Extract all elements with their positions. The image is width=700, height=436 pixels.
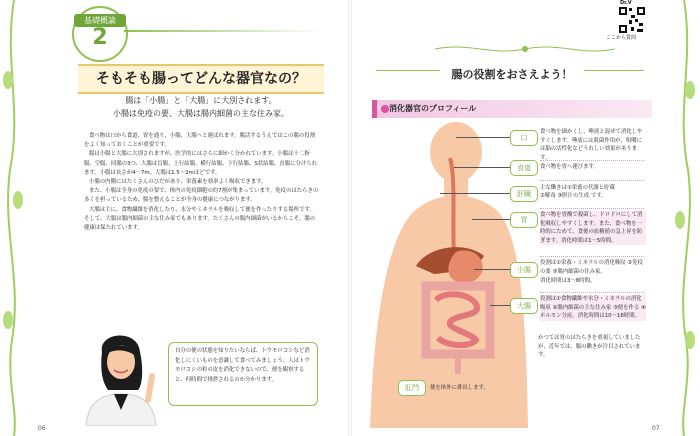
organ-tag-esophagus: 食道 bbox=[510, 160, 538, 176]
header-rule bbox=[124, 30, 324, 32]
organ-tag-small-intestine: 小腸 bbox=[510, 262, 538, 278]
vine-decoration bbox=[2, 0, 24, 436]
ornament bbox=[430, 40, 620, 58]
leader-line bbox=[440, 193, 510, 194]
footnote: かつては胃のはたらきを重視していましたが、近年では、腸の働きが注目されています。 bbox=[538, 335, 641, 358]
page-number-right: 07 bbox=[652, 425, 660, 432]
organ-desc: 消化時間は3〜8時間。 bbox=[540, 278, 596, 284]
qr-caption: ここから質問 bbox=[606, 35, 637, 41]
title-rule-left bbox=[376, 70, 440, 71]
right-title: 腸の役割をおさえよう！ bbox=[451, 68, 573, 81]
qr-code-icon bbox=[618, 6, 646, 34]
organ-tag-mouth: 口 bbox=[510, 130, 538, 146]
organ-desc: ②解毒 ③胆汁の生成 です。 bbox=[540, 193, 607, 199]
paragraph: 小腸の内側にはたくさんのひだがあり、栄養素を効率よく吸収できます。 bbox=[89, 179, 267, 186]
organ-desc: 食べ物を胃酸で殺菌し、ドロドロにして消化吸収しやすくします。また、食べ物を一時的にためて、食後の血糖値の急上昇を防ぎます。消化時間は1〜5時間。 bbox=[540, 211, 646, 245]
organ-tag-stomach: 胃 bbox=[510, 212, 538, 228]
speech-bubble: 自分の便の状態を知りたいならば、トウモロコシなど消化しにくいものを意識して食べてみましょう。人はトウモロコシの粒の皮を消化できないので、便を観察すると、何時間で排泄されるのか分かります。 bbox=[168, 342, 318, 406]
leader-line bbox=[456, 137, 510, 138]
organ-desc: 主な働きは①栄養の代謝と貯蔵 bbox=[540, 185, 615, 191]
divider bbox=[540, 292, 644, 293]
organ-desc: 食べ物を胃へ運びます。 bbox=[540, 164, 599, 170]
chapter-badge-label: 基礎概論 bbox=[74, 14, 126, 27]
body-text bbox=[84, 132, 320, 233]
divider bbox=[540, 256, 644, 257]
doctor-illustration bbox=[80, 330, 164, 426]
chapter-number: 2 bbox=[92, 25, 108, 50]
page-number-left: 06 bbox=[38, 425, 46, 432]
leader-line bbox=[472, 219, 510, 220]
organ-desc: 役割は①栄養・ミネラルの消化吸収 ②免疫の要 ③腸内細菌の住み家。 bbox=[540, 260, 643, 275]
organ-desc: 便を体外に排出します。 bbox=[430, 385, 489, 391]
divider bbox=[540, 208, 644, 209]
leader-line bbox=[454, 167, 510, 168]
paragraph: 腸は小腸と大腸に大別されますが、医学的にはさらに細かく分かれています。小腸は十二指腸、空腸、回腸の3つ、大腸は盲腸、上行結腸、横行結腸、下行結腸、S状結腸、直腸に分けられます。小腸は長さが4〜7m、大腸は1.5〜2mほどです。 bbox=[84, 151, 318, 176]
subheading-line: 腸は「小腸」と「大腸」に大別されます。 bbox=[125, 96, 277, 105]
subheading bbox=[78, 94, 324, 120]
profile-heading: 消化器官のプロフィール bbox=[389, 104, 477, 113]
paragraph: 食べ物は口から食道、胃を通り、小腸、大腸へと運ばれます。腸活するうえではこの腸の役割をよく知っておくことが重要です。 bbox=[84, 133, 315, 149]
organ-tag-anus: 肛門 bbox=[398, 380, 426, 396]
organ-desc: 役割は①食物繊維や水分・ミネラルの消化吸収 ②腸内細菌の主な住み家 ③便を作る ④ホルモン分泌。消化時間は10〜18時間。 bbox=[540, 296, 646, 319]
digestive-system-diagram bbox=[360, 118, 530, 428]
paragraph: また、小腸は全身の免疫の要で、体内の免疫細胞の約7割が集まっています。免疫のはたらきの多くを担っているため、腸を整えることが全身の健康につながります。 bbox=[84, 188, 319, 204]
paragraph: 大腸は主に、食物繊維を消化したり、水分やミネラルを吸収して便を作ったりする場所です。そして、大腸は腸内細菌の主な住み家でもあります。たくさんの腸内細菌がいるからこそ、腸の健康は保たれています。 bbox=[84, 206, 316, 232]
organ-tag-liver: 肝臓 bbox=[510, 186, 538, 202]
leader-line bbox=[474, 269, 510, 270]
divider bbox=[540, 160, 644, 161]
profile-heading-bar bbox=[372, 100, 652, 118]
vine-decoration bbox=[674, 0, 696, 436]
title-rule-right bbox=[584, 70, 644, 71]
leader-line bbox=[490, 305, 510, 306]
qr-code[interactable] bbox=[618, 6, 646, 34]
gutter bbox=[348, 0, 352, 436]
divider bbox=[540, 180, 644, 181]
subheading-line: 小腸は免疫の要、大腸は腸内細菌の主な住み家。 bbox=[113, 109, 289, 118]
page-heading: そもそも腸ってどんな器官なの？ bbox=[78, 64, 324, 94]
qr-label: Dr.V bbox=[620, 0, 632, 6]
organ-desc: 食べ物を細かくし、唾液と混ぜて消化しやすくします。唾液には殺菌作用が、咀嚼には脳の活性化などうれしい効果があります。 bbox=[540, 129, 643, 161]
chapter-badge bbox=[72, 6, 128, 62]
bullet-icon bbox=[381, 105, 389, 113]
organ-tag-large-intestine: 大腸 bbox=[510, 298, 538, 314]
